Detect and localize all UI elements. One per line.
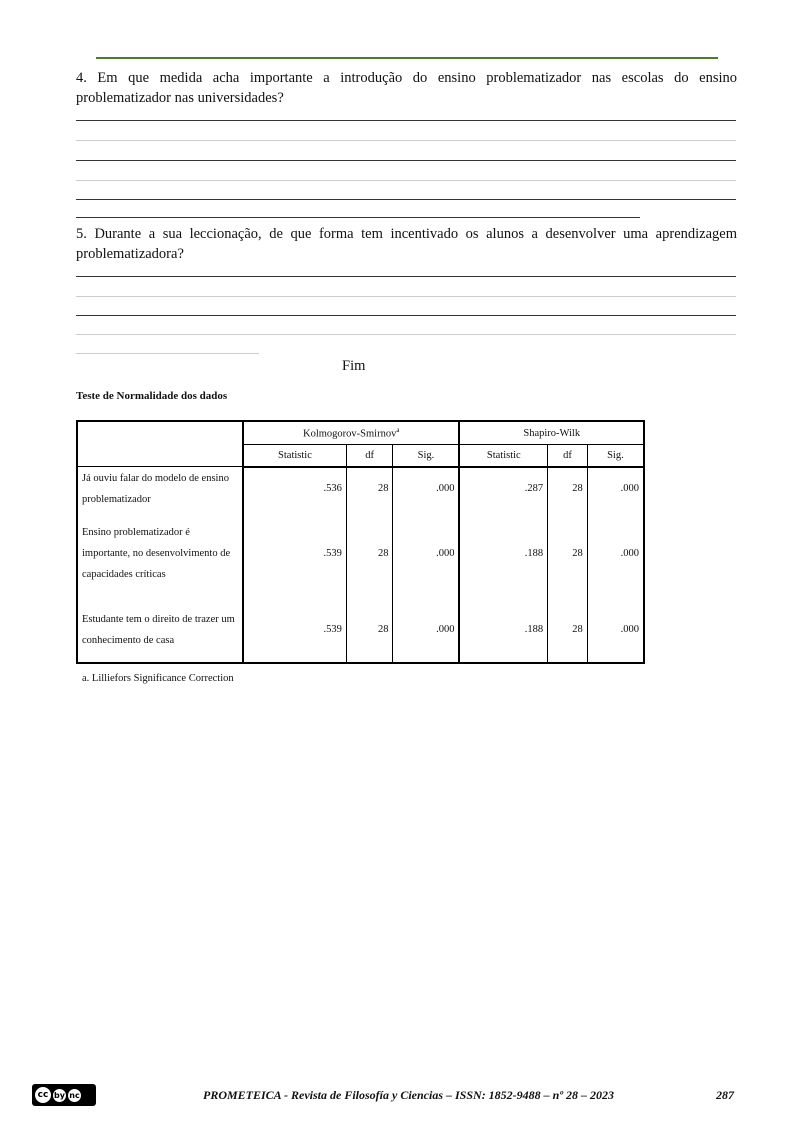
cc-license-badge [32,1084,96,1106]
cell: 28 [346,510,393,598]
cell: .000 [393,598,460,663]
col-header: Sig. [587,445,644,467]
cell: .539 [243,598,346,663]
cell: 28 [548,510,588,598]
group-header-sw: Shapiro-Wilk [459,421,644,445]
cell: .287 [459,467,547,510]
cell: 28 [548,598,588,663]
cell: .188 [459,510,547,598]
cell: 28 [548,467,588,510]
cell: .000 [587,467,644,510]
cell: .000 [587,598,644,663]
answer-line [76,315,736,316]
answer-line [76,160,736,161]
row-label: Já ouviu falar do modelo de ensino problematizador [77,467,243,510]
nc-icon: nc [69,1090,80,1100]
cc-icon: cc [35,1087,51,1103]
journal-citation: PROMETEICA - Revista de Filosofía y Ciencias – ISSN: 1852-9488 – nº 28 – 2023 [203,1088,614,1102]
answer-line [76,296,736,297]
answer-line [76,276,736,277]
group-header-ks: Kolmogorov-Smirnov$^a$ [243,421,459,445]
answer-line [76,217,640,218]
answer-line [76,140,736,141]
table-corner [77,421,243,467]
cell: .539 [243,510,346,598]
cell: .188 [459,598,547,663]
cell: .536 [243,467,346,510]
by-icon: by [54,1090,65,1100]
question-5: 5. Durante a sua leccionação, de que forma tem incentivado os alunos a desenvolver uma aprendizagem problematizadora? [76,226,737,262]
answer-line [76,334,736,335]
col-header: Statistic [459,445,547,467]
answer-line [76,199,736,200]
answer-line [76,180,736,181]
table-row [77,598,644,663]
answer-line [76,353,259,354]
question-4: 4. Em que medida acha importante a introdução do ensino problematizador nas escolas do ensino problematizador nas universidades? [76,70,737,106]
header-rule [96,57,718,59]
page-number: 287 [716,1088,734,1102]
col-header: df [548,445,588,467]
row-label: Estudante tem o direito de trazer um conhecimento de casa [77,598,243,663]
col-header: Statistic [243,445,346,467]
table-row [77,467,644,510]
page-footer [0,1082,793,1108]
table-row [77,510,644,598]
col-header: Sig. [393,445,460,467]
answer-line [76,120,736,121]
table-title: Teste de Normalidade dos dados [76,390,228,402]
row-label: Ensino problematizador é importante, no desenvolvimento de capacidades críticas [77,510,243,598]
normality-table [76,420,645,664]
col-header: df [346,445,393,467]
end-marker: Fim [342,358,366,374]
table-footnote: a. Lilliefors Significance Correction [82,673,234,684]
cell: 28 [346,467,393,510]
cell: 28 [346,598,393,663]
cell: .000 [393,467,460,510]
cell: .000 [587,510,644,598]
cell: .000 [393,510,460,598]
